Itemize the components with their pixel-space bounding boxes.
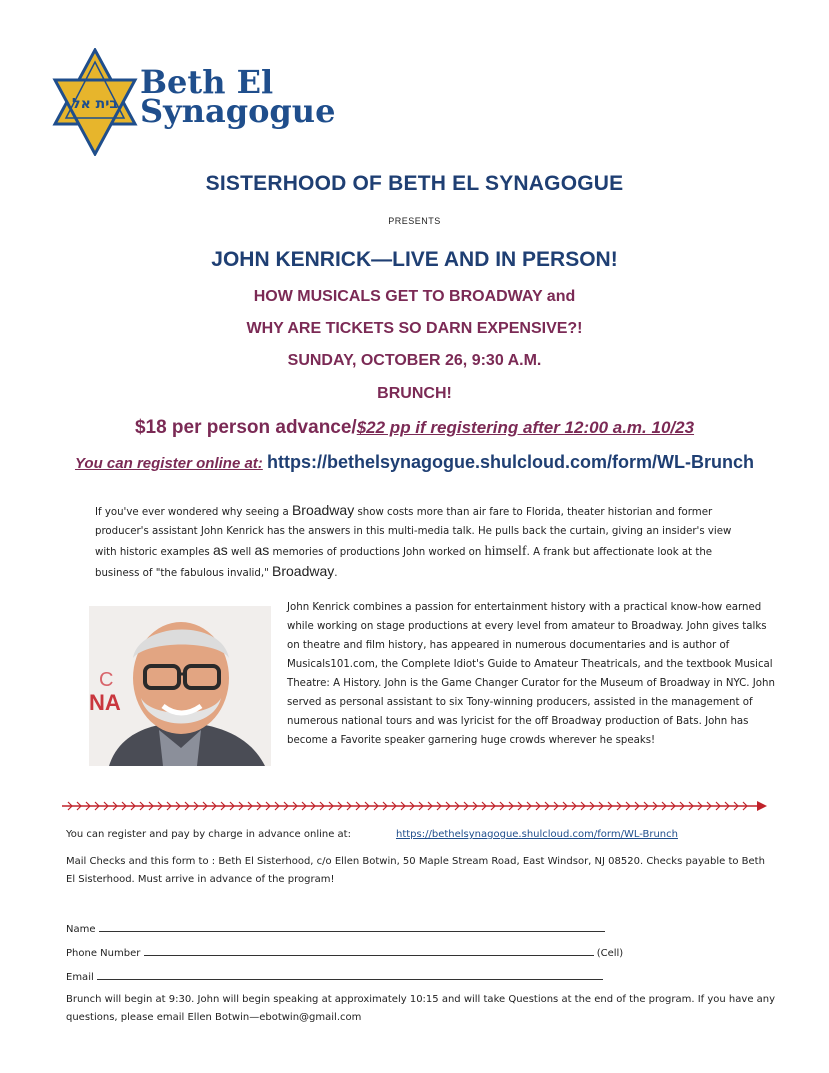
price-advance: $18 per person advance/ [134, 417, 357, 438]
logo-line1: Beth El [140, 63, 274, 101]
event-date-time: SUNDAY, OCTOBER 26, 9:30 A.M. [287, 352, 542, 369]
intro-text-4: memories of productions John worked on [269, 547, 485, 558]
intro-text-1: If you've ever wondered why seeing a [95, 507, 292, 518]
mail-instructions: Mail Checks and this form to : Beth El Sisterhood, c/o Ellen Botwin, 50 Maple Stream Road, East Windsor, NJ 08520. Checks payable to Beth El Sisterhood. Must arrive in advance of the program! [66, 856, 765, 885]
bio-paragraph: John Kenrick combines a passion for entertainment history with a practical know-how earned while working on stage productions at every level from amateur to Broadway. John gives talks on theatre and film history, has appeared in numerous documentaries and is author of Musicals101.com, the Complete Idiot's Guide to Amateur Theatricals, and the textbook Musical Theatre: A History. John is the Game Changer Curator for the Museum of Broadway in NYC. John served as personal assistant to six Tony-winning producers, assisted in the management of numerous national tours and was lyricist for the off Broadway production of Bats. John has become a Favorite speaker garnering huge crowds wherever he speaks! [287, 602, 775, 746]
phone-input-line[interactable] [144, 944, 594, 956]
intro-broadway-word: Broadway [291, 502, 355, 518]
email-field[interactable] [66, 968, 666, 987]
logo-line2: Synagogue [140, 92, 336, 130]
pay-online-label: You can register and pay by charge in advance online at: [66, 829, 351, 840]
intro-paragraph [95, 501, 755, 583]
event-title: JOHN KENRICK—LIVE AND IN PERSON! [211, 248, 618, 271]
brunch-note: Brunch will begin at 9:30. John will begin speaking at approximately 10:15 and will take Questions at the end of the program. If you have any questions, please email Ellen Botwin—ebotwin@gmail.com [66, 994, 776, 1023]
register-label: You can register online at: [74, 455, 263, 472]
svg-text:NA: NA [89, 690, 121, 715]
sisterhood-heading: SISTERHOOD OF BETH EL SYNAGOGUE [205, 172, 624, 195]
intro-himself-word: himself [484, 544, 527, 559]
logo-wordmark [140, 63, 336, 130]
cell-label: (Cell) [596, 948, 624, 959]
subtitle-line-2: WHY ARE TICKETS SO DARN EXPENSIVE?! [246, 320, 583, 337]
subtitle-line-1: HOW MUSICALS GET TO BROADWAY and [253, 288, 576, 305]
register-online-line [0, 452, 829, 473]
intro-text-5: . A frank but affectionate look at the business of "the fabulous invalid," [95, 547, 713, 579]
phone-label: Phone Number [66, 948, 141, 959]
email-input-line[interactable] [97, 968, 603, 980]
email-label: Email [66, 972, 94, 983]
arrow-divider [62, 800, 767, 812]
presents-label: PRESENTS [388, 216, 441, 226]
intro-as-word-1: as [212, 542, 228, 558]
pay-online-link[interactable]: https://bethelsynagogue.shulcloud.com/form/WL-Brunch [396, 829, 678, 840]
name-label: Name [66, 924, 96, 935]
intro-text-3: well [227, 547, 255, 558]
phone-field[interactable] [66, 944, 706, 963]
price-late: $22 pp if registering after 12:00 a.m. 10/23 [356, 418, 695, 437]
john-kenrick-photo [89, 606, 271, 766]
intro-text-2: show costs more than air fare to Florida, theater historian and former producer's assistant John Kenrick has the answers in this multi-media talk. He pulls back the curtain, giving an insider's view with historic examples [95, 507, 732, 558]
logo-hebrew-text: בית אל [72, 96, 118, 112]
name-field[interactable] [66, 920, 666, 939]
intro-broadway-word-2: Broadway [272, 563, 335, 579]
star-of-david-logo-icon [52, 48, 138, 156]
register-link[interactable]: https://bethelsynagogue.shulcloud.com/form/WL-Brunch [266, 452, 754, 472]
brunch-label: BRUNCH! [377, 385, 452, 402]
intro-as-word-2: as [254, 542, 270, 558]
svg-text:C: C [99, 669, 114, 691]
name-input-line[interactable] [99, 920, 605, 932]
intro-text-6: . [334, 568, 338, 579]
price-line [0, 417, 829, 439]
